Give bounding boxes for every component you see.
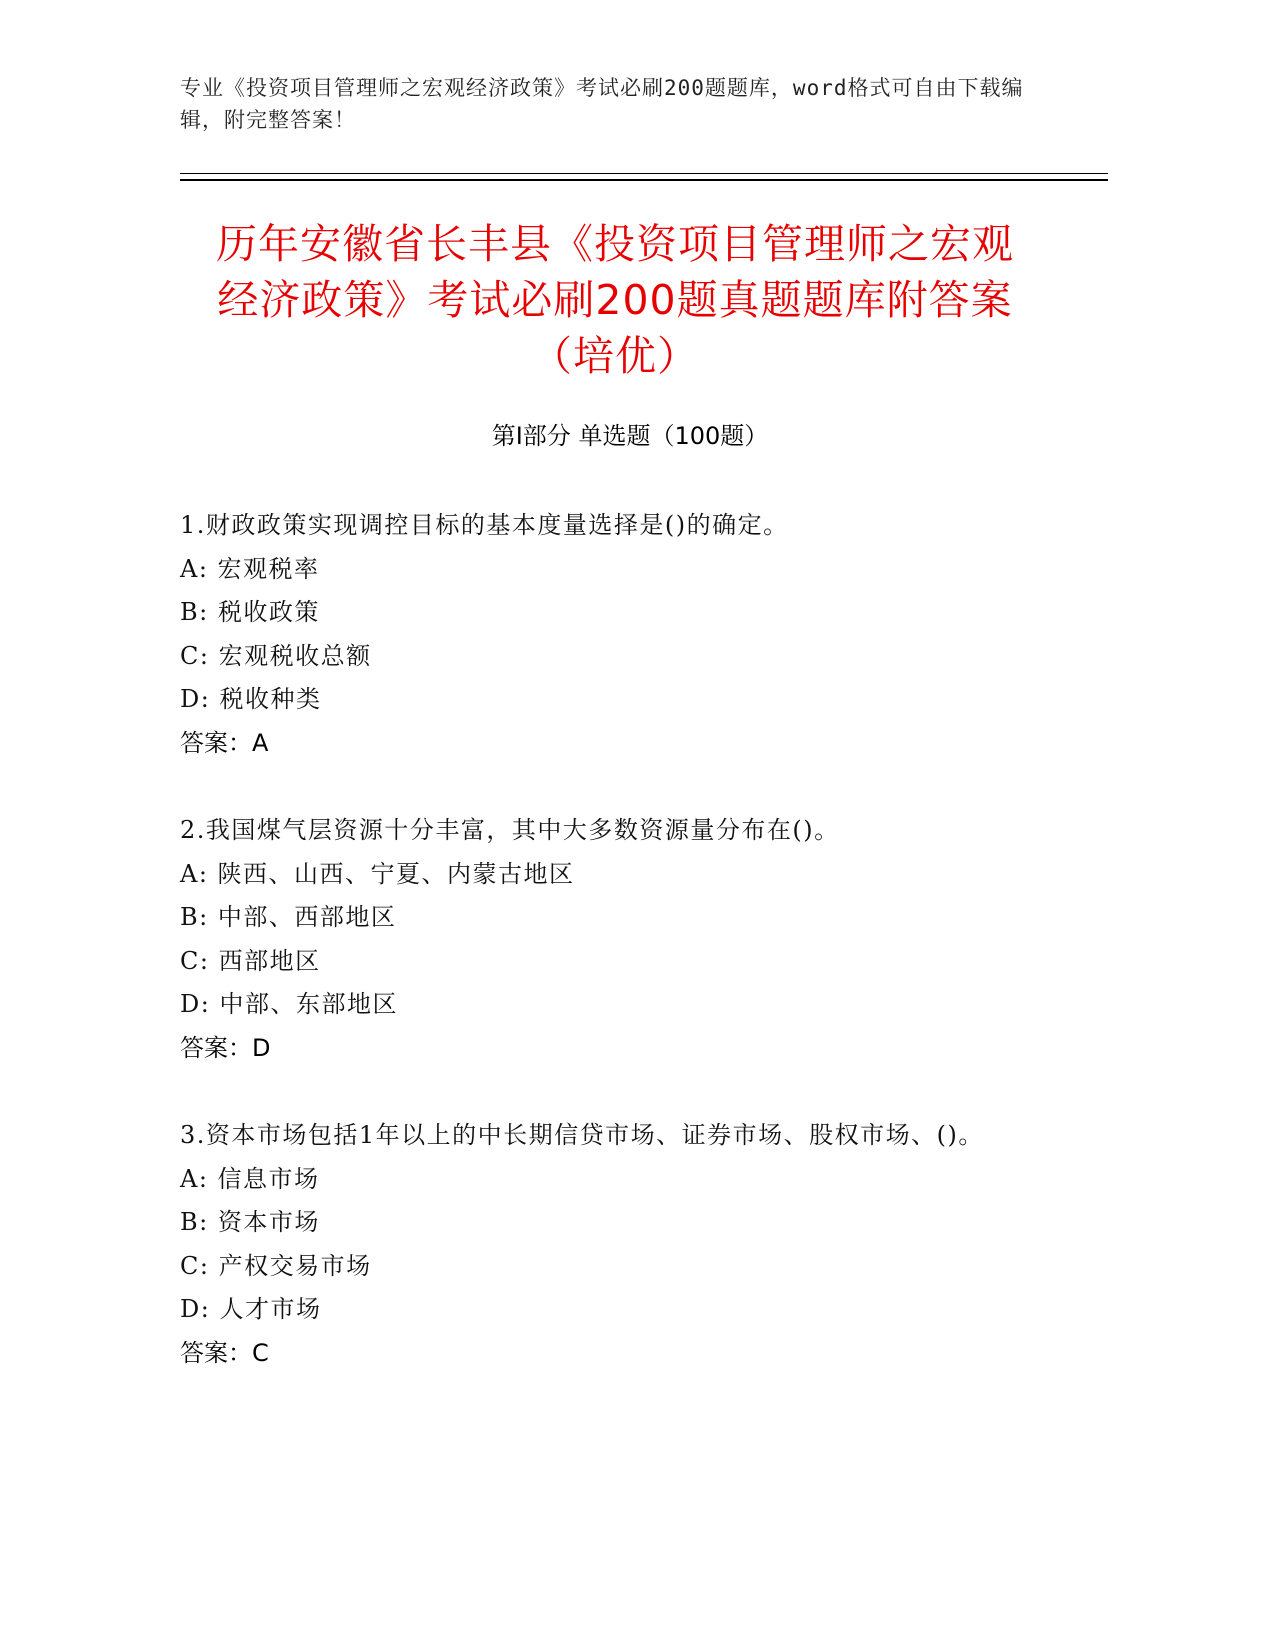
title-line-1: 历年安徽省长丰县《投资项目管理师之宏观: [216, 220, 1014, 268]
header-divider-thin: [180, 173, 1108, 174]
option-a: A: 陕西、山西、宁夏、内蒙古地区: [180, 859, 575, 888]
question-list: [180, 504, 1060, 1419]
option-b: B: 税收政策: [180, 598, 320, 626]
question-item: [180, 504, 1060, 765]
option-d: D: 中部、东部地区: [180, 990, 398, 1018]
question-item: [180, 809, 1060, 1070]
section-heading: 第I部分 单选题（100题）: [491, 422, 769, 450]
title-line-2: 经济政策》考试必刷200题真题题库附答案: [217, 276, 1013, 324]
title-line-3: （培优）: [531, 332, 699, 380]
document-title: [150, 216, 1080, 384]
option-c: C: 西部地区: [180, 946, 321, 975]
answer-line: 答案：A: [180, 728, 269, 757]
option-b: B: 中部、西部地区: [180, 903, 397, 931]
option-a: A: 信息市场: [180, 1164, 320, 1193]
question-item: [180, 1114, 1060, 1375]
option-c: C: 产权交易市场: [180, 1251, 372, 1280]
option-d: D: 税收种类: [180, 685, 322, 713]
question-stem: 2.我国煤气层资源十分丰富，其中大多数资源量分布在()。: [180, 816, 840, 844]
header-divider-thick: [180, 179, 1108, 181]
question-stem: 3.资本市场包括1年以上的中长期信贷市场、证券市场、股权市场、()。: [180, 1121, 984, 1149]
option-b: B: 资本市场: [180, 1208, 320, 1236]
question-stem: 1.财政政策实现调控目标的基本度量选择是()的确定。: [180, 511, 789, 539]
option-a: A: 宏观税率: [180, 554, 320, 583]
intro-text: 专业《投资项目管理师之宏观经济政策》考试必刷200题题库，word格式可自由下载编辑，附完整答案！: [180, 76, 1024, 132]
answer-line: 答案：D: [180, 1033, 271, 1062]
option-c: C: 宏观税收总额: [180, 641, 372, 670]
answer-line: 答案：C: [180, 1338, 269, 1367]
option-d: D: 人才市场: [180, 1295, 322, 1323]
